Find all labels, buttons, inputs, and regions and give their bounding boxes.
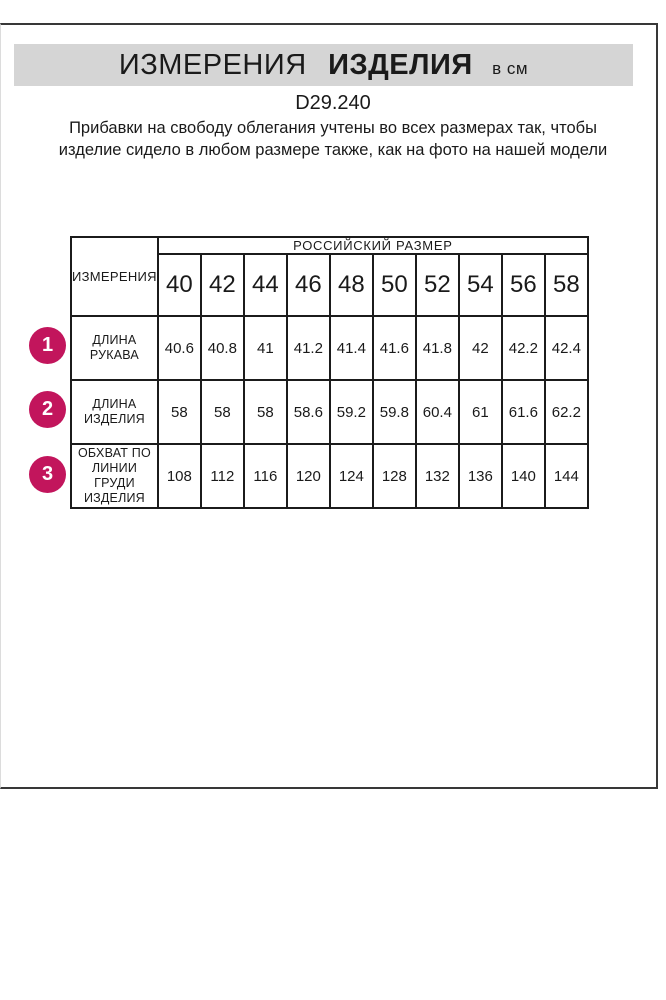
value-cell: 40.6 (158, 316, 201, 380)
value-cell: 41.8 (416, 316, 459, 380)
size-column-header: 52 (416, 254, 459, 316)
value-cell: 41.2 (287, 316, 330, 380)
row-number-badge: 1 (29, 327, 66, 364)
value-cell: 124 (330, 444, 373, 508)
value-cell: 40.8 (201, 316, 244, 380)
value-cell: 128 (373, 444, 416, 508)
size-column-header: 46 (287, 254, 330, 316)
title-product: ИЗДЕЛИЯ (328, 49, 473, 81)
value-cell: 42 (459, 316, 502, 380)
title-measurements: ИЗМЕРЕНИЯ (118, 49, 307, 81)
size-column-header: 40 (158, 254, 201, 316)
value-cell: 61 (459, 380, 502, 444)
value-cell: 116 (244, 444, 287, 508)
row-label-sleeve-length: ДЛИНА РУКАВА (71, 316, 158, 380)
value-cell: 132 (416, 444, 459, 508)
value-cell: 136 (459, 444, 502, 508)
size-column-header: 44 (244, 254, 287, 316)
value-cell: 41 (244, 316, 287, 380)
value-cell: 58 (244, 380, 287, 444)
size-column-header: 54 (459, 254, 502, 316)
size-column-header: 42 (201, 254, 244, 316)
value-cell: 42.4 (545, 316, 588, 380)
value-cell: 120 (287, 444, 330, 508)
value-cell: 42.2 (502, 316, 545, 380)
table-row (71, 237, 588, 254)
table-row-chest-girth (71, 444, 588, 508)
value-cell: 62.2 (545, 380, 588, 444)
value-cell: 61.6 (502, 380, 545, 444)
size-table (70, 236, 589, 509)
product-code: D29.240 (295, 92, 371, 114)
table-row-garment-length (71, 380, 588, 444)
row-label-chest-girth: ОБХВАТ ПО ЛИНИИ ГРУДИ ИЗДЕЛИЯ (71, 444, 158, 508)
title-band (14, 44, 633, 86)
fit-note: Прибавки на свободу облегания учтены во всех размерах так, чтобы изделие сидело в любом размере также, как на фото на нашей модели (58, 119, 608, 159)
size-column-header: 50 (373, 254, 416, 316)
size-column-header: 58 (545, 254, 588, 316)
value-cell: 108 (158, 444, 201, 508)
value-cell: 112 (201, 444, 244, 508)
measurements-column-header: ИЗМЕРЕНИЯ (71, 237, 158, 316)
size-column-header: 48 (330, 254, 373, 316)
value-cell: 60.4 (416, 380, 459, 444)
size-column-header: 56 (502, 254, 545, 316)
row-label-garment-length: ДЛИНА ИЗДЕЛИЯ (71, 380, 158, 444)
row-number-badge: 3 (29, 456, 66, 493)
row-number-badge: 2 (29, 391, 66, 428)
value-cell: 41.4 (330, 316, 373, 380)
value-cell: 58.6 (287, 380, 330, 444)
value-cell: 59.8 (373, 380, 416, 444)
value-cell: 58 (201, 380, 244, 444)
value-cell: 41.6 (373, 316, 416, 380)
table-row-sleeve-length (71, 316, 588, 380)
value-cell: 58 (158, 380, 201, 444)
title-units: в см (492, 59, 529, 78)
value-cell: 144 (545, 444, 588, 508)
value-cell: 140 (502, 444, 545, 508)
value-cell: 59.2 (330, 380, 373, 444)
russian-size-group-header: РОССИЙСКИЙ РАЗМЕР (158, 237, 588, 254)
